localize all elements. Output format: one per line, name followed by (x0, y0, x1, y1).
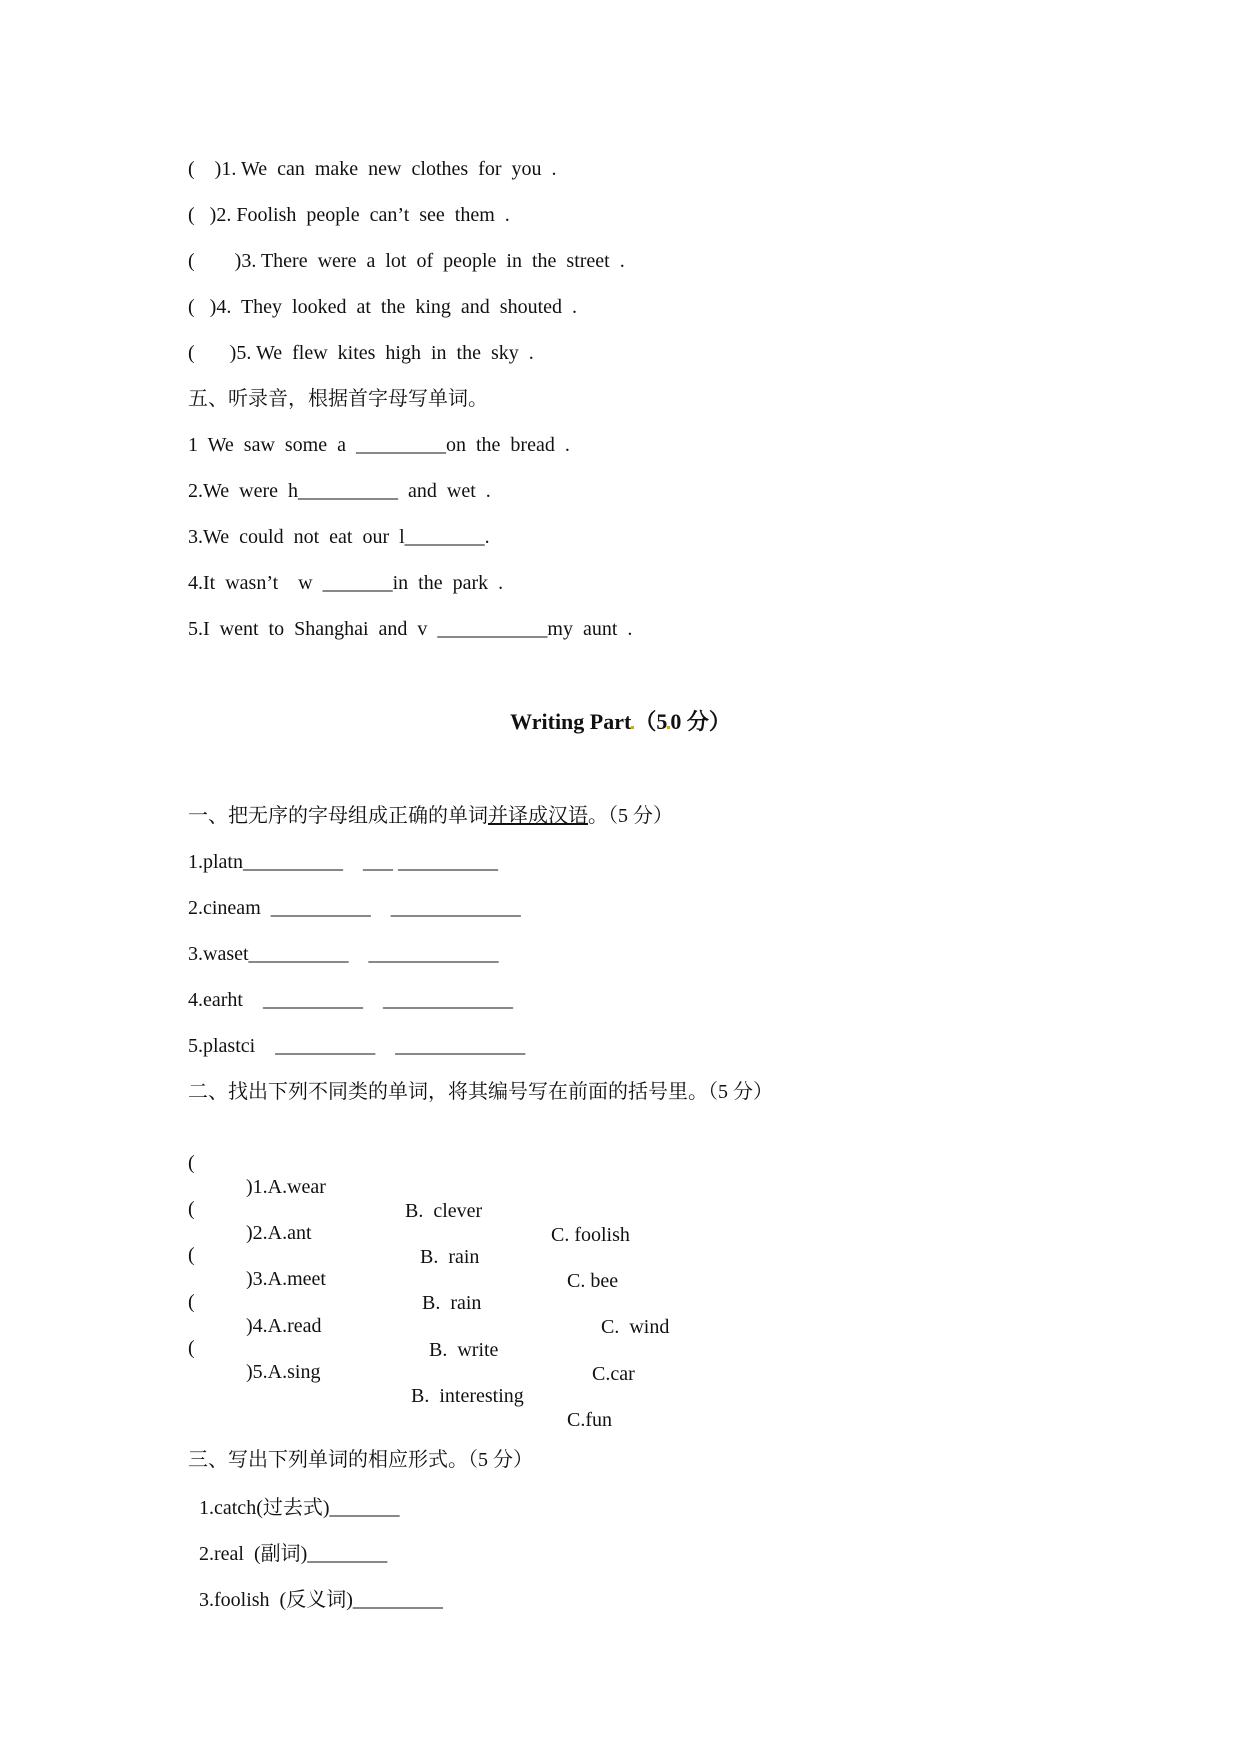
answer-paren[interactable]: ( (188, 1337, 195, 1359)
option-b: B. interesting (411, 1385, 524, 1407)
answer-paren[interactable]: ( ) (188, 342, 237, 364)
p4-item-4 (188, 295, 577, 319)
item-text: 5. We flew kites high in the sky . (236, 342, 534, 364)
section-title (0, 708, 1241, 736)
title-score-b: 0 分） (670, 709, 731, 734)
option-b: B. clever (405, 1200, 483, 1222)
option-b: B. write (429, 1339, 499, 1361)
heading-underlined: 并译成汉语 (488, 805, 588, 827)
answer-paren[interactable]: ( ) (188, 296, 217, 318)
answer-paren[interactable]: ( (188, 1291, 195, 1313)
item-text: 3. There were a lot of people in the street . (241, 250, 625, 272)
answer-paren[interactable]: ( ) (188, 204, 217, 226)
heading-score: 。（5 分） (588, 805, 673, 827)
heading-text: 一、把无序的字母组成正确的单词 (188, 805, 488, 827)
option-a: )1.A.wear (246, 1176, 326, 1198)
p5-item-3[interactable]: 3.We could not eat our l________. (188, 526, 490, 548)
w1-item-3[interactable]: 3.waset__________ _____________ (188, 943, 499, 965)
w1-item-2[interactable]: 2.cineam __________ _____________ (188, 897, 521, 919)
answer-paren[interactable]: ( ) (188, 158, 222, 180)
item-text: 1. We can make new clothes for you . (221, 158, 557, 180)
p5-item-1[interactable]: 1 We saw some a _________on the bread . (188, 434, 570, 456)
p5-item-4[interactable]: 4.It wasn’t w _______in the park . (188, 572, 504, 594)
option-b: B. rain (422, 1292, 482, 1314)
option-b: B. rain (420, 1246, 480, 1268)
title-text: Writing Part (510, 709, 632, 734)
answer-paren[interactable]: ( ) (188, 250, 242, 272)
option-a: )3.A.meet (246, 1268, 326, 1290)
w3-heading: 三、写出下列单词的相应形式。（5 分） (188, 1449, 533, 1471)
p5-item-5[interactable]: 5.I went to Shanghai and v ___________my aunt . (188, 618, 633, 640)
p4-item-2 (188, 203, 510, 227)
option-a: )4.A.read (246, 1315, 322, 1337)
option-c: C. foolish (551, 1224, 630, 1246)
p4-item-1 (188, 157, 556, 181)
option-c: C.car (592, 1363, 635, 1385)
option-c: C.fun (567, 1409, 612, 1431)
item-text: 4. They looked at the king and shouted . (216, 296, 578, 318)
answer-paren[interactable]: ( (188, 1244, 195, 1266)
answer-paren[interactable]: ( (188, 1198, 195, 1220)
w1-item-5[interactable]: 5.plastci __________ _____________ (188, 1035, 526, 1057)
item-text: 2. Foolish people can’t see them . (216, 204, 510, 226)
p4-item-3 (188, 249, 625, 273)
w2-heading: 二、找出下列不同类的单词，将其编号写在前面的括号里。（5 分） (188, 1081, 773, 1103)
option-c: C. bee (567, 1270, 619, 1292)
w3-item-1[interactable]: 1.catch(过去式)_______ (199, 1497, 400, 1519)
w1-item-4[interactable]: 4.earht __________ _____________ (188, 989, 513, 1011)
option-a: )5.A.sing (246, 1361, 321, 1383)
p5-heading: 五、听录音，根据首字母写单词。 (188, 388, 488, 410)
p4-item-5 (188, 341, 534, 365)
w3-item-2[interactable]: 2.real (副词)________ (199, 1543, 388, 1565)
option-c: C. wind (601, 1316, 670, 1338)
w1-heading (188, 804, 673, 828)
w1-item-1[interactable]: 1.platn__________ ___ __________ (188, 851, 498, 873)
option-a: )2.A.ant (246, 1222, 312, 1244)
answer-paren[interactable]: ( (188, 1152, 195, 1174)
title-score-a: （5 (634, 709, 668, 734)
p5-item-2[interactable]: 2.We were h__________ and wet . (188, 480, 491, 502)
w3-item-3[interactable]: 3.foolish (反义词)_________ (199, 1589, 443, 1611)
